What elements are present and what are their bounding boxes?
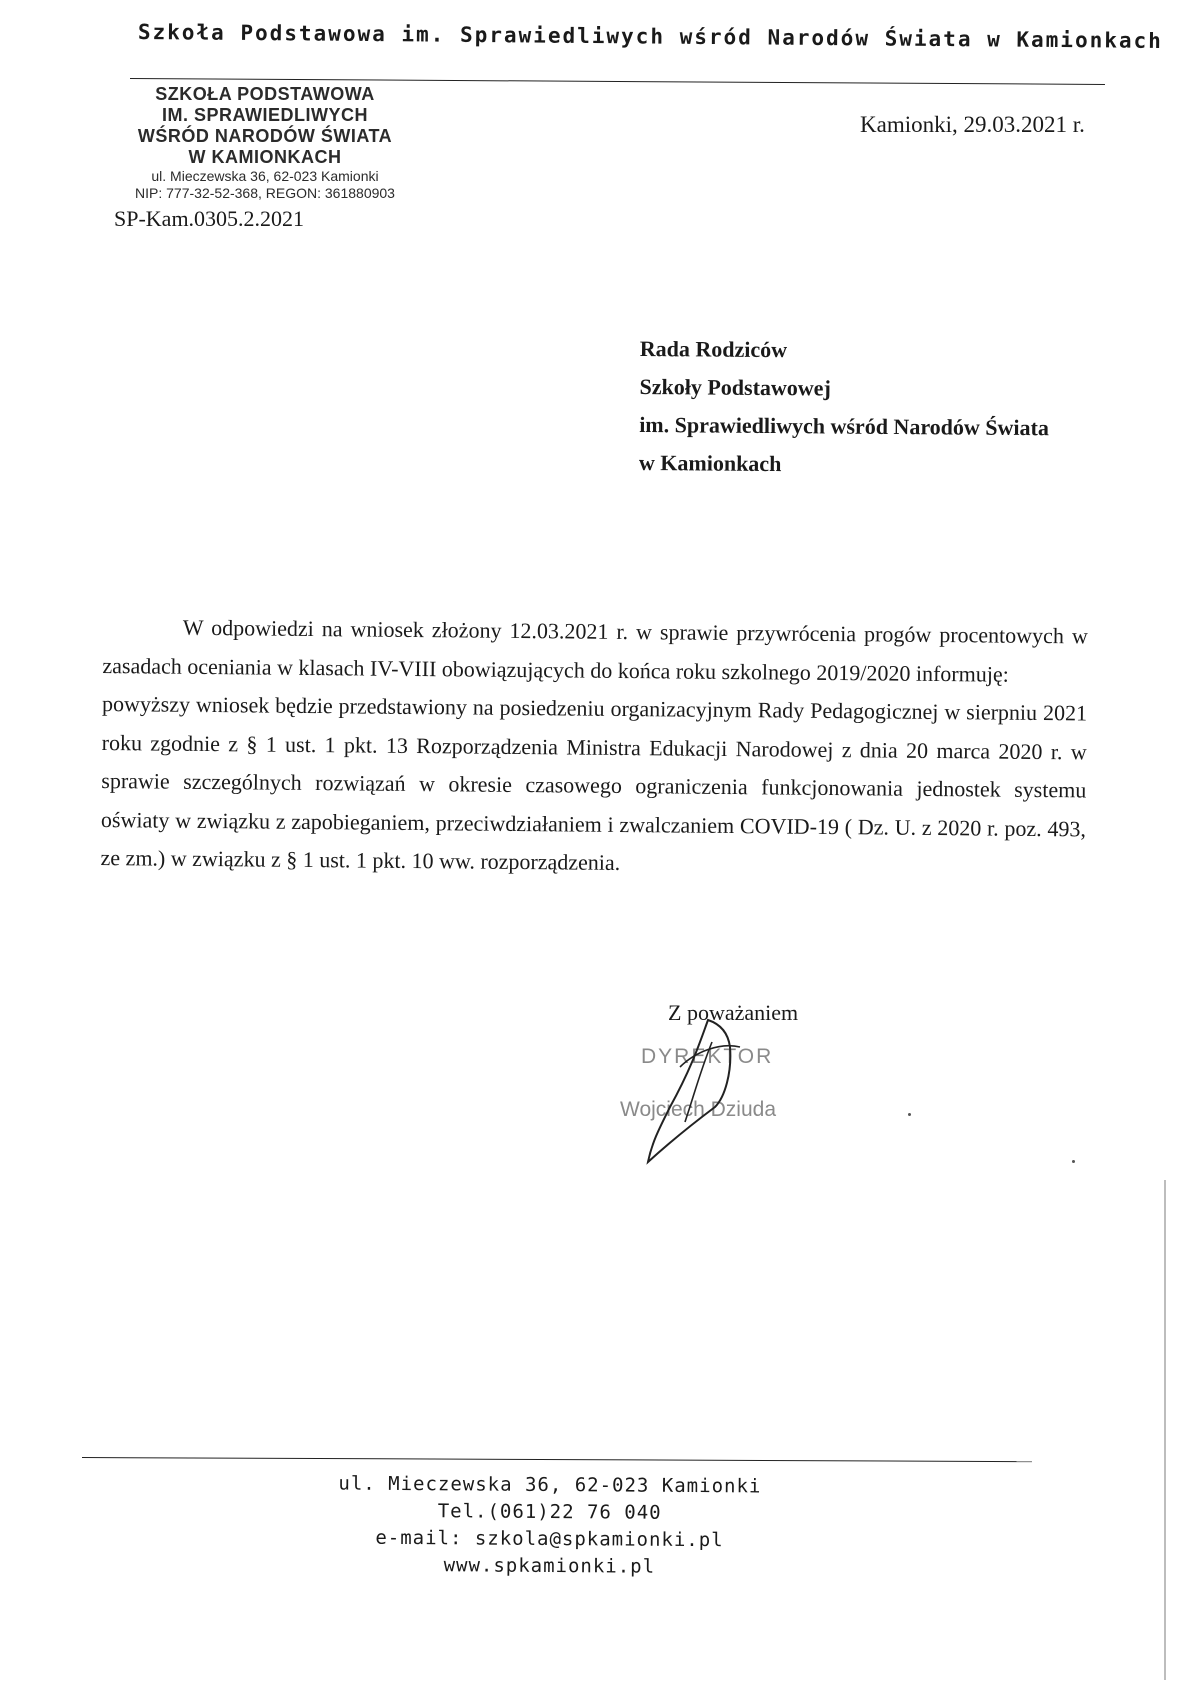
closing-salutation: Z poważaniem [668, 1000, 799, 1025]
body-paragraph: W odpowiedzi na wniosek złożony 12.03.2021 r. w sprawie przywrócenia progów procentowych w zasadach oceniania w klasach IV-VIII obowiązujących do końca roku szkolnego 2019/2020 informuję: [102, 614, 1088, 687]
scan-speck [908, 1113, 911, 1116]
letter-date: Kamionki, 29.03.2021 r. [860, 112, 1085, 137]
letter-body [100, 608, 1088, 887]
scan-edge-artifact [1164, 1180, 1166, 1680]
reference-number: SP-Kam.0305.2.2021 [114, 206, 305, 231]
footer-email: e-mail: szkola@spkamionki.pl [375, 1526, 724, 1552]
footer-divider [82, 1457, 1032, 1462]
recipient-line: Rada Rodziców [639, 335, 788, 363]
stamp-line: IM. SPRAWIEDLIWYCH [162, 105, 368, 125]
recipient-line: w Kamionkach [638, 449, 782, 477]
recipient-block [639, 330, 1050, 485]
signature-stamp-title: DYREKTOR [641, 1045, 774, 1068]
school-stamp [112, 84, 418, 202]
scan-speck [1072, 1160, 1075, 1163]
footer-website: www.spkamionki.pl [443, 1554, 656, 1578]
body-paragraph: powyższy wniosek będzie przedstawiony na posiedzeniu organizacyjnym Rady Pedagogicznej w sierpniu 2021 roku zgodnie z § 1 ust. 1 pkt. 13 Rozporządzenia Ministra Edukacji Narodowej z dnia 20 marca 2020 r. w sprawie szczególnych rozwiązań w okresie czasowego ograniczenia funkcjonowania jednostek systemu oświaty w związku z zapobieganiem, przeciwdziałaniem i zwalczaniem COVID-19 ( Dz. U. z 2020 r. poz. 493, ze zm.) w związku z § 1 ust. 1 pkt. 10 ww. rozporządzenia. [100, 690, 1088, 875]
signature-stamp-name: Wojciech Dziuda [620, 1098, 777, 1121]
stamp-line: SZKOŁA PODSTAWOWA [155, 84, 375, 104]
stamp-line: WŚRÓD NARODÓW ŚWIATA [137, 126, 393, 146]
letterhead-title: Szkoła Podstawowa im. Sprawiedliwych wśród Narodów Świata w Kamionkach [137, 20, 1163, 53]
stamp-ids: NIP: 777-32-52-368, REGON: 361880903 [135, 185, 395, 201]
footer-phone: Tel.(061)22 76 040 [437, 1500, 662, 1524]
stamp-line: W KAMIONKACH [188, 147, 342, 167]
recipient-line: Szkoły Podstawowej [639, 373, 831, 401]
footer-address: ul. Mieczewska 36, 62-023 Kamionki [338, 1472, 762, 1498]
stamp-address: ul. Mieczewska 36, 62-023 Kamionki [151, 168, 379, 184]
handwritten-signature [640, 1012, 760, 1172]
recipient-line: im. Sprawiedliwych wśród Narodów Świata [639, 411, 1050, 441]
footer-contact [329, 1470, 770, 1581]
